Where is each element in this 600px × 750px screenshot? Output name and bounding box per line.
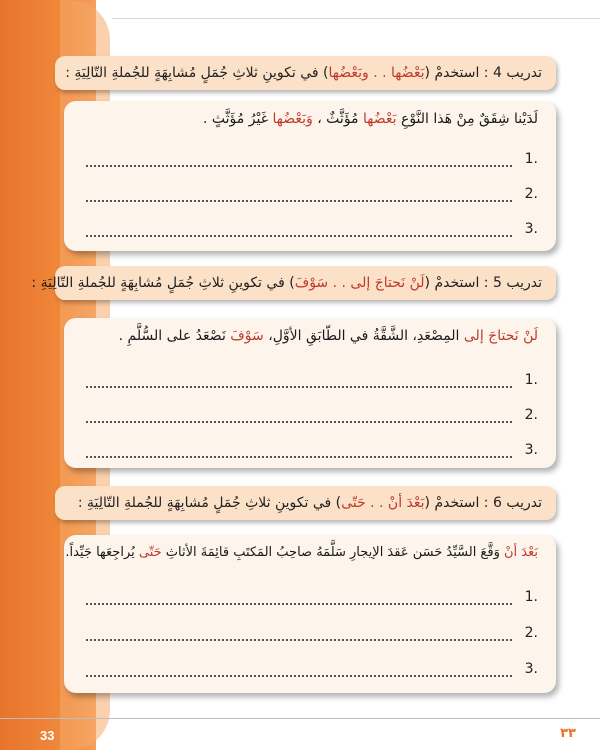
- bottom-rule: [0, 718, 600, 719]
- exercise-title-text: تدريب 6 : استخدمْ (: [424, 495, 542, 511]
- sentence-text: لَدَيْنا شِقَقٌ مِنْ هَذا النَّوْعِ: [396, 111, 538, 127]
- answer-line-2[interactable]: [86, 182, 538, 202]
- sentence-keyword: سَوْفَ: [230, 328, 264, 344]
- line-number: 1.: [524, 372, 538, 388]
- exercise-4-card: [64, 101, 556, 251]
- answer-line-3[interactable]: [86, 657, 538, 677]
- exercise-6-header: [55, 486, 556, 520]
- exercise-5-card: [64, 318, 556, 468]
- exercise-title-text: ) في تكوينِ ثلاثِ جُمَلٍ مُشابِهَةٍ للجُملةِ التّالِيَةِ :: [77, 495, 342, 511]
- dotted-line: [86, 153, 512, 167]
- dotted-line: [86, 409, 512, 423]
- answer-line-2[interactable]: [86, 403, 538, 423]
- answer-line-1[interactable]: [86, 585, 538, 605]
- exercise-title-text: تدريب 5 : استخدمْ (: [424, 275, 542, 291]
- exercise-keyword: بَعْضُها . . وبَعْضُها: [328, 65, 425, 81]
- sentence-text: يُراجِعَها جَيِّداً.: [65, 545, 139, 560]
- line-number: 2.: [524, 407, 538, 423]
- line-number: 3.: [524, 221, 538, 237]
- line-number: 1.: [524, 151, 538, 167]
- sentence-text: المِصْعَدِ، الشَّقَّةُ في الطّابَقِ الأوَّلِ،: [263, 328, 464, 344]
- exercise-4-header: [55, 56, 556, 90]
- sentence-text: وَقَّعَ السَّيِّدُ حَسَن عَقدَ الإيجارِ سَلَّمَهُ صاحِبُ المَكتَبِ قائِمَةَ الأثاثِ: [161, 545, 504, 560]
- sentence-text: مُؤَثَّثٌ ،: [312, 111, 363, 127]
- exercise-title-text: ) في تكوينِ ثلاثِ جُمَلٍ مُشابِهَةٍ للجُملةِ التّالِيَةِ :: [65, 65, 329, 81]
- sentence-keyword: بَعْضُها: [363, 111, 397, 127]
- line-number: 2.: [524, 625, 538, 641]
- dotted-line: [86, 374, 512, 388]
- dotted-line: [86, 188, 512, 202]
- line-number: 1.: [524, 589, 538, 605]
- dotted-line: [86, 627, 512, 641]
- sentence-keyword: لَنْ نَحتاجَ إلى: [463, 328, 538, 344]
- exercise-keyword: بَعْدَ أنْ . . حَتّى: [341, 495, 425, 511]
- exercise-6-card: [64, 535, 556, 693]
- sentence-text: نَصْعَدُ على السُّلَّمِ .: [118, 328, 231, 344]
- top-rule: [112, 18, 600, 19]
- example-sentence: [82, 111, 538, 127]
- line-number: 2.: [524, 186, 538, 202]
- dotted-line: [86, 663, 512, 677]
- exercise-title-text: تدريب 4 : استخدمْ (: [424, 65, 542, 81]
- answer-line-2[interactable]: [86, 621, 538, 641]
- dotted-line: [86, 444, 512, 458]
- exercise-keyword: لَنْ نَحتاجَ إلى . . سَوْفَ: [294, 275, 425, 291]
- sentence-keyword: وَبَعْضُها: [272, 111, 313, 127]
- line-number: 3.: [524, 442, 538, 458]
- dotted-line: [86, 591, 512, 605]
- exercise-title-text: ) في تكوينِ ثلاثِ جُمَلٍ مُشابِهَةٍ للجُملةِ التّالِيَةِ :: [31, 275, 295, 291]
- answer-line-3[interactable]: [86, 217, 538, 237]
- answer-line-3[interactable]: [86, 438, 538, 458]
- answer-line-1[interactable]: [86, 368, 538, 388]
- answer-line-1[interactable]: [86, 147, 538, 167]
- page-number-latin: 33: [40, 728, 55, 743]
- example-sentence: [65, 545, 538, 560]
- example-sentence: [82, 328, 538, 344]
- sentence-keyword: بَعْدَ أنْ: [503, 545, 538, 560]
- dotted-line: [86, 223, 512, 237]
- sentence-text: غَيْرُ مُؤَثَّثٍ .: [203, 111, 273, 127]
- exercise-5-header: [31, 266, 556, 300]
- sentence-keyword: حَتّى: [138, 545, 162, 560]
- page-number-arabic: ٣٣: [560, 726, 576, 741]
- line-number: 3.: [524, 661, 538, 677]
